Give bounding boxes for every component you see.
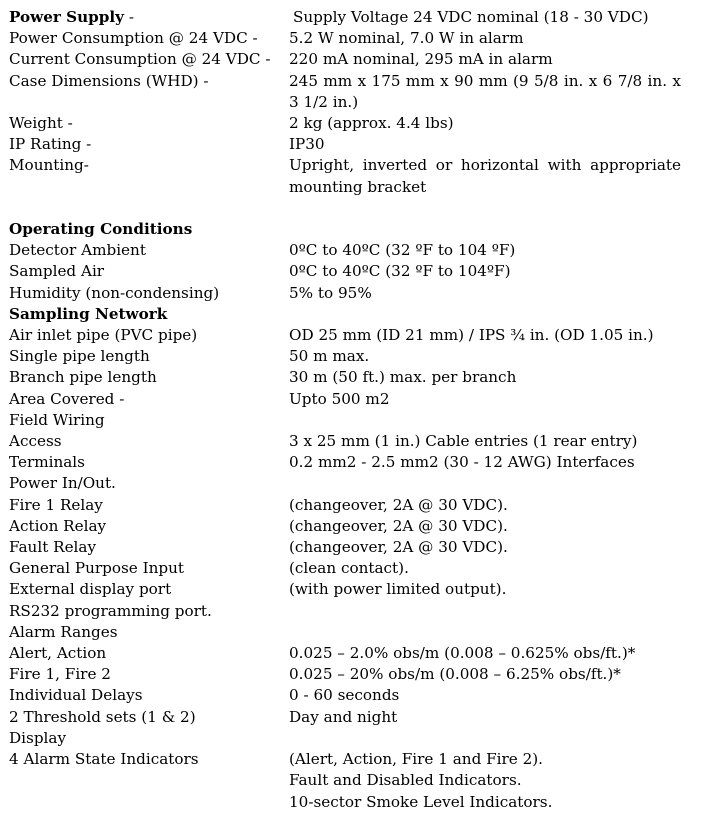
spec-label: Fault Relay <box>9 538 97 557</box>
spec-row-operating-conditions <box>9 219 709 240</box>
spec-row-general-purpose-input <box>9 558 709 579</box>
spec-row-access <box>9 431 709 452</box>
spec-row-air-inlet-pipe <box>9 325 709 346</box>
spec-value: 0.025 – 20% obs/m (0.008 – 6.25% obs/ft.)* <box>289 665 621 684</box>
spec-row-sampled-air <box>9 261 709 282</box>
spec-value: Day and night <box>289 707 398 726</box>
spec-value: IP30 <box>289 135 325 154</box>
spec-value: (with power limited output). <box>289 580 507 599</box>
spec-label: Alert, Action <box>9 644 107 663</box>
spec-value: (changeover, 2A @ 30 VDC). <box>289 516 508 535</box>
spec-label <box>9 7 289 28</box>
spec-value: Supply Voltage 24 VDC nominal (18 - 30 VDC) <box>293 8 649 26</box>
spec-label: Terminals <box>9 453 85 472</box>
spec-row-fire-1-relay <box>9 495 709 516</box>
spec-label: Current Consumption @ 24 VDC - <box>9 50 271 69</box>
spec-label: RS232 programming port. <box>9 601 212 620</box>
spec-row-fault-relay <box>9 537 709 558</box>
spec-row-smoke-level-indicators <box>9 792 709 813</box>
section-heading-power-supply: Power Supply <box>9 8 125 26</box>
spec-label: 4 Alarm State Indicators <box>9 750 199 769</box>
spec-label: Case Dimensions (WHD) - <box>9 71 209 90</box>
spec-value <box>289 728 681 749</box>
spec-row-ip-rating <box>9 134 709 155</box>
spec-value <box>289 198 681 219</box>
spec-row-power-consumption <box>9 28 709 49</box>
spec-value <box>289 601 681 622</box>
spec-value: 3 x 25 mm (1 in.) Cable entries (1 rear entry) <box>289 432 638 451</box>
spec-value: 0.025 – 2.0% obs/m (0.008 – 0.625% obs/ft.)* <box>289 644 636 663</box>
spec-label: Air inlet pipe (PVC pipe) <box>9 326 198 345</box>
spec-row-current-consumption <box>9 49 709 70</box>
spec-row-case-dimensions <box>9 71 709 113</box>
spec-value: 2 kg (approx. 4.4 lbs) <box>289 114 454 133</box>
section-heading-operating-conditions: Operating Conditions <box>9 220 193 239</box>
spec-row-field-wiring <box>9 410 709 431</box>
spec-value <box>289 622 681 643</box>
spec-label: Field Wiring <box>9 410 105 429</box>
spec-value: (changeover, 2A @ 30 VDC). <box>289 495 508 514</box>
spec-row-terminals <box>9 452 709 473</box>
spec-row-alarm-ranges <box>9 622 709 643</box>
spec-label: External display port <box>9 580 172 599</box>
spec-label: Fire 1 Relay <box>9 495 103 514</box>
spec-row-external-display-port <box>9 579 709 600</box>
spec-value: 0ºC to 40ºC (32 ºF to 104 ºF) <box>289 241 516 260</box>
spec-row-sampling-network <box>9 304 709 325</box>
spec-value: 0ºC to 40ºC (32 ºF to 104ºF) <box>289 262 511 281</box>
spec-label: 2 Threshold sets (1 & 2) <box>9 707 196 726</box>
spec-label <box>9 770 289 791</box>
spec-value: 50 m max. <box>289 347 370 366</box>
spec-value: (changeover, 2A @ 30 VDC). <box>289 538 508 557</box>
spec-value: Fault and Disabled Indicators. <box>289 771 522 790</box>
spec-label: Sampled Air <box>9 262 105 281</box>
spec-row-individual-delays <box>9 685 709 706</box>
spec-row-alert-action <box>9 643 709 664</box>
spec-value: 5.2 W nominal, 7.0 W in alarm <box>289 29 524 48</box>
spec-value <box>289 410 681 431</box>
spec-value: Upright, inverted or horizontal with appropriate mounting bracket <box>289 156 681 196</box>
spec-value: 220 mA nominal, 295 mA in alarm <box>289 50 553 69</box>
spec-row-action-relay <box>9 516 709 537</box>
spec-label: Mounting- <box>9 156 89 175</box>
spec-value: 10-sector Smoke Level Indicators. <box>289 792 553 811</box>
spec-row-detector-ambient <box>9 240 709 261</box>
spec-row-area-covered <box>9 389 709 410</box>
spec-label: Individual Delays <box>9 686 143 705</box>
spec-label: Power Consumption @ 24 VDC - <box>9 29 258 48</box>
spec-value: 0.2 mm2 - 2.5 mm2 (30 - 12 AWG) Interfaces <box>289 453 635 472</box>
spec-label <box>9 198 289 219</box>
section-heading-sampling-network: Sampling Network <box>9 304 168 323</box>
spec-row-single-pipe-length <box>9 346 709 367</box>
spec-value: (clean contact). <box>289 559 409 578</box>
spec-row-rs232-port <box>9 601 709 622</box>
spec-label: Weight - <box>9 114 73 133</box>
spec-label: Branch pipe length <box>9 368 157 387</box>
spec-label: Alarm Ranges <box>9 622 118 641</box>
spec-row-display <box>9 728 709 749</box>
spec-value: OD 25 mm (ID 21 mm) / IPS ¾ in. (OD 1.05 in.) <box>289 326 654 345</box>
spec-label: Power In/Out. <box>9 474 116 493</box>
spec-label: Detector Ambient <box>9 241 146 260</box>
spec-value: 0 - 60 seconds <box>289 686 400 705</box>
spec-value: (Alert, Action, Fire 1 and Fire 2). <box>289 750 544 769</box>
spec-value <box>289 304 681 325</box>
spec-row-mounting <box>9 155 709 197</box>
label-suffix: - <box>124 8 134 26</box>
spec-label: IP Rating - <box>9 135 92 154</box>
spec-value <box>289 219 681 240</box>
spec-label: Display <box>9 728 67 747</box>
spec-row-humidity <box>9 283 709 304</box>
spec-row-alarm-state-indicators <box>9 749 709 770</box>
spec-label <box>9 792 289 813</box>
spec-row-weight <box>9 113 709 134</box>
spec-label: Humidity (non-condensing) <box>9 283 220 302</box>
spec-value <box>289 473 681 494</box>
spec-row-power-supply <box>9 7 709 28</box>
spec-label: Fire 1, Fire 2 <box>9 665 111 684</box>
spec-row-fault-disabled-indicators <box>9 770 709 791</box>
spec-label: Access <box>9 432 62 451</box>
spec-label: Single pipe length <box>9 347 150 366</box>
spec-row-threshold-sets <box>9 707 709 728</box>
spec-label: Action Relay <box>9 516 107 535</box>
spec-row-blank <box>9 198 709 219</box>
spec-label: General Purpose Input <box>9 559 185 578</box>
spec-row-branch-pipe-length <box>9 367 709 388</box>
spec-label: Area Covered - <box>9 389 125 408</box>
spec-value: 5% to 95% <box>289 283 372 302</box>
spec-value: 245 mm x 175 mm x 90 mm (9 5/8 in. x 6 7/8 in. x 3 1/2 in.) <box>289 71 681 111</box>
spec-value: 30 m (50 ft.) max. per branch <box>289 368 517 387</box>
spec-value: Upto 500 m2 <box>289 389 390 408</box>
spec-row-power-in-out <box>9 473 709 494</box>
spec-row-fire-1-fire-2 <box>9 664 709 685</box>
